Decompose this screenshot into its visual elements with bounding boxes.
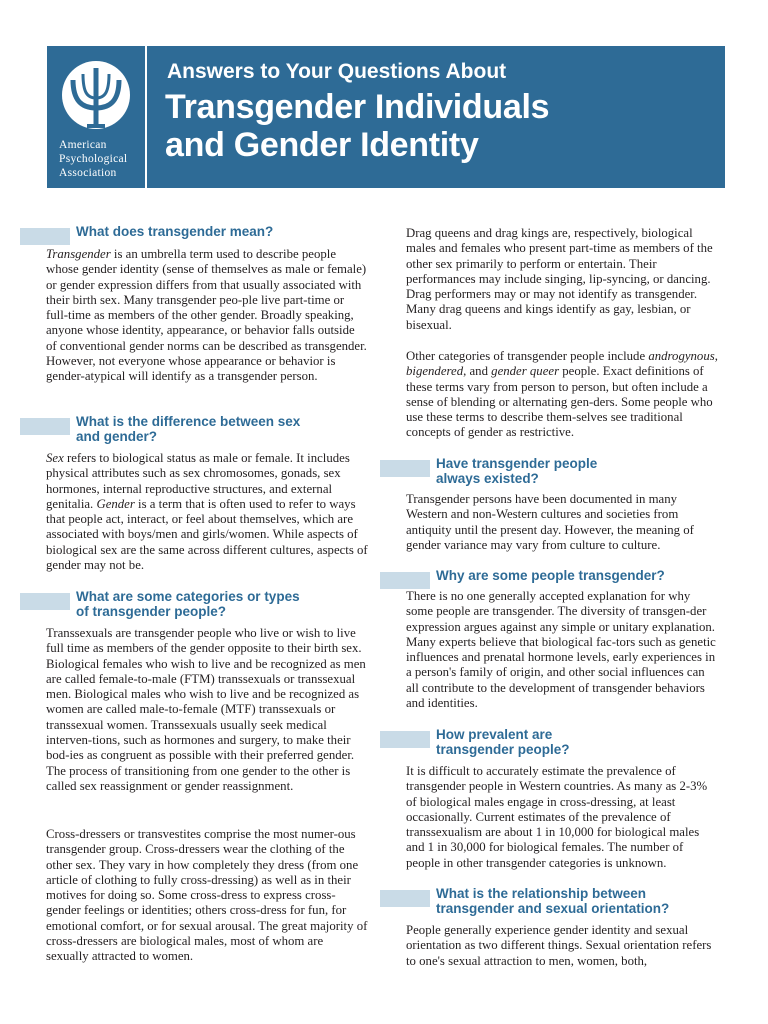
paragraph-text: is a term that is often used to refer to ways that people act, interact, or feel about themselves, which are associated with boys/men and girls/women. While aspects of biological sex are the same across different cultures, aspects of gender may not be. xyxy=(46,496,368,573)
heading-line-2: and gender? xyxy=(76,429,158,444)
separator: , xyxy=(714,349,718,363)
paragraph-sex-gender xyxy=(46,451,368,573)
heading-orientation xyxy=(380,886,669,916)
heading-text: What does transgender mean? xyxy=(76,224,274,239)
page-title xyxy=(165,88,549,164)
paragraph-drag: Drag queens and drag kings are, respectively, biological males and females who present part-time as members of the other sex primarily to perform or entertain. Their performances may include singing, lip-syncing, or dancing. Drag performers may or may not identify as transgender. Many drag queens and kings identify as gay, lesbian, or bisexual. xyxy=(406,226,713,332)
heading-bar xyxy=(20,228,70,245)
heading-text xyxy=(76,589,300,619)
heading-meaning xyxy=(20,224,273,245)
term-transgender: Transgender xyxy=(46,247,111,261)
heading-text xyxy=(436,456,597,486)
heading-line-1: Have transgender people xyxy=(436,456,598,471)
heading-bar xyxy=(20,593,70,610)
paragraph-text: people. Exact definitions of these terms vary from person to person, but often include a sense of blending or alternating gen-ders. Some people who use these terms to describe them-selves see traditional concepts of gender as restrictive. xyxy=(406,364,713,440)
org-line-1: American xyxy=(59,139,107,151)
heading-line-1: How prevalent are xyxy=(436,727,553,742)
org-line-3: Association xyxy=(59,167,117,179)
heading-line-1: What is the difference between sex xyxy=(76,414,301,429)
paragraph-meaning xyxy=(46,247,368,385)
heading-bar xyxy=(20,418,70,435)
term-gender: Gender xyxy=(96,496,135,511)
paragraph-orientation: People generally experience gender identity and sexual orientation as two different things. Sexual orientation refers to one's sexual attraction to men, women, both, xyxy=(406,923,712,968)
paragraph-history: Transgender persons have been documented in many Western and non-Western cultures and societies from antiquity until the present day. However, the meaning of gender variance may vary from culture to culture. xyxy=(406,492,694,552)
heading-categories xyxy=(20,589,300,619)
term-sex: Sex xyxy=(46,451,64,465)
heading-text xyxy=(436,727,570,757)
heading-bar xyxy=(380,572,430,589)
heading-text xyxy=(436,886,669,916)
org-line-2: Psychological xyxy=(59,153,128,165)
heading-bar xyxy=(380,890,430,907)
psi-logo-icon xyxy=(57,60,135,134)
heading-text: Why are some people transgender? xyxy=(436,568,665,583)
paragraph-cross-dressers: Cross-dressers or transvestites comprise the most numer-ous transgender group. Cross-dressers wear the clothing of the other sex. They vary in how completely they dress (from one article of clothing to fully cross-dressing) as well as in their motives for doing so. Some cross-dress to express cross-gender feelings or identities; others cross-dress for fun, for emotional comfort, or for sexual arousal. The great majority of cross-dressers are biological males, most of whom are sexually attracted to women. xyxy=(46,827,368,964)
org-name xyxy=(59,138,127,180)
paragraph-transsexuals: Transsexuals are transgender people who live or wish to live full time as members of the gender opposite to their birth sex. Biological females who wish to live and be recognized as men are called female-to-male (FTM) transsexuals or transsexual men. Biological males who wish to live and be recognized as women are called male-to-female (MTF) transsexuals or transsexual women. Transsexuals usually seek medical interven-tions, such as hormones and surgery, to make their bod-ies as congruent as possible with their preferred gender. The process of transitioning from one gender to the other is called sex reassignment or gender reassignment. xyxy=(46,626,366,793)
heading-line-2: transgender and sexual orientation? xyxy=(436,901,670,916)
paragraph-text: is an umbrella term used to describe people whose gender identity (sense of themselves as male or female) or gender expression differs from that usually associated with their birth sex. Many transgender peo-ple live part-time or full-time as members of the other gender. Broadly speaking, anyone whose identity, appearance, or behavior falls outside of conventional gender norms can be described as transgender. However, not everyone whose appearance or behavior is gender-atypical will identify as a transgender person. xyxy=(46,247,367,384)
heading-sex-gender xyxy=(20,414,300,444)
term-bigendered: bigendered xyxy=(406,364,464,379)
heading-line-2: always existed? xyxy=(436,471,539,486)
title-line-2: and Gender Identity xyxy=(165,126,479,164)
heading-prevalence xyxy=(380,727,570,757)
separator: , and xyxy=(463,364,492,379)
heading-line-2: of transgender people? xyxy=(76,604,227,619)
header-banner xyxy=(47,46,725,188)
paragraph-text: Other categories of transgender people include xyxy=(406,349,649,363)
term-androgynous: androgynous xyxy=(648,349,715,363)
paragraph-prevalence: It is difficult to accurately estimate the prevalence of transgender people in Western countries. As many as 2-3% of biological males engage in cross-dressing, at least occasionally. Current estimates of the prevalence of transsexualism are about 1 in 10,000 for biological males and 1 in 30,000 for biological females. The number of people in other transgender categories is unknown. xyxy=(406,764,708,870)
title-line-1: Transgender Individuals xyxy=(165,88,550,126)
heading-line-1: What is the relationship between xyxy=(436,886,647,901)
paragraph-text: refers to biological status as male or female. It includes physical attributes such as sex chromosomes, gonads, sex hormones, internal reproductive structures, and external genitalia. xyxy=(46,451,350,511)
title-prefix: Answers to Your Questions About xyxy=(167,60,507,83)
heading-bar xyxy=(380,460,430,477)
heading-text xyxy=(76,414,300,444)
heading-why xyxy=(380,568,665,589)
apa-logo xyxy=(47,46,147,188)
heading-history xyxy=(380,456,597,486)
heading-line-2: transgender people? xyxy=(436,742,570,757)
heading-line-1: What are some categories or types xyxy=(76,589,300,604)
heading-bar xyxy=(380,731,430,748)
paragraph-other-categories xyxy=(406,349,720,441)
term-gender-queer: gender queer xyxy=(491,364,560,379)
paragraph-why: There is no one generally accepted explanation for why some people are transgender. The diversity of transgen-der expression argues against any simple or unitary explanation. Many experts believe that biological fac-tors such as genetic influences and prenatal hormone levels, early experiences in a person's family of origin, and other social influences can all contribute to the development of transgender behaviors and identities. xyxy=(406,589,716,711)
